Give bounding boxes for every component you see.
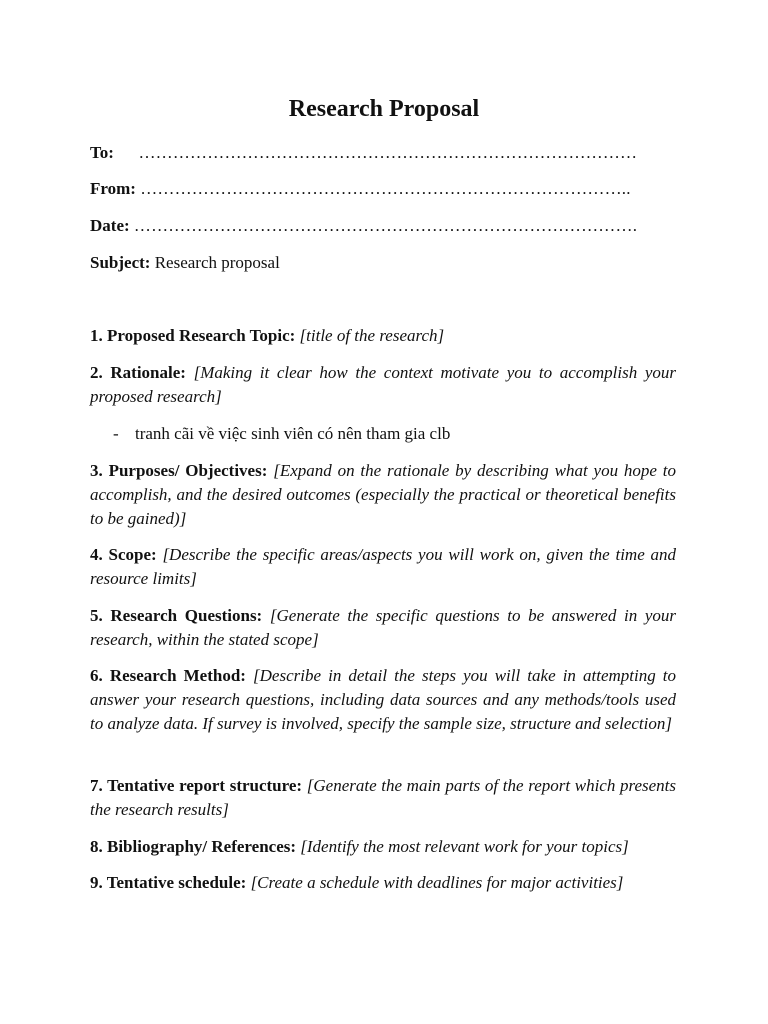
section-text: [Generate the main parts of the report which presents the research results]	[90, 776, 677, 819]
to-line	[90, 141, 676, 165]
section-6	[90, 664, 676, 736]
section-text: [Identify the most relevant work for your topics]	[300, 837, 629, 856]
section-label: 1. Proposed Research Topic:	[90, 326, 296, 345]
date-line	[90, 214, 676, 238]
section-label: 2. Rationale:	[90, 363, 186, 382]
section-text: [Making it clear how the context motivate you to accomplish your proposed research]	[90, 363, 676, 406]
section-label: 7. Tentative report structure:	[90, 776, 303, 795]
date-value: …………………………………………………………………………….	[133, 216, 638, 235]
section-label: 6. Research Method:	[90, 666, 246, 685]
subject-label: Subject:	[90, 253, 151, 272]
section-9	[90, 871, 676, 895]
subject-line	[90, 251, 676, 275]
section-1	[90, 324, 676, 348]
section-label: 3. Purposes/ Objectives:	[90, 461, 268, 480]
to-label: To:	[90, 143, 114, 162]
from-line	[90, 177, 676, 201]
from-label: From:	[90, 179, 136, 198]
section-label: 4. Scope:	[90, 545, 157, 564]
document-title: Research Proposal	[288, 96, 480, 122]
section-text: [Create a schedule with deadlines for major activities]	[250, 873, 624, 892]
to-value: ……………………………………………………………………………	[138, 143, 638, 162]
section-label: 5. Research Questions:	[90, 606, 263, 625]
bullet-marker: -	[113, 424, 119, 443]
section-8	[90, 835, 676, 859]
section-2	[90, 361, 676, 409]
section-7	[90, 774, 676, 822]
section-text: [Describe in detail the steps you will take in attempting to answer your research questions, including data sources and any methods/tools used to analyze data. If survey is involved, specify the sample size, structure and selection]	[90, 666, 677, 733]
section-3	[90, 459, 676, 531]
section-text: [Describe the specific areas/aspects you will work on, given the time and resource limits]	[90, 545, 676, 588]
section-label: 8. Bibliography/ References:	[90, 837, 297, 856]
section-text: [Generate the specific questions to be answered in your research, within the stated scope]	[90, 606, 676, 649]
from-value: …………………………………………………………………………..	[140, 179, 631, 198]
date-label: Date:	[90, 216, 130, 235]
section-text: [Expand on the rationale by describing what you hope to accomplish, and the desired outcomes (especially the practical or theoretical benefits to be gained)]	[90, 461, 676, 528]
section-text: [title of the research]	[299, 326, 445, 345]
section-5	[90, 604, 676, 652]
section-4	[90, 543, 676, 591]
rationale-bullet	[113, 422, 450, 446]
bullet-text: tranh cãi về việc sinh viên có nên tham gia clb	[135, 424, 451, 443]
subject-value: Research proposal	[154, 253, 280, 272]
section-label: 9. Tentative schedule:	[90, 873, 247, 892]
